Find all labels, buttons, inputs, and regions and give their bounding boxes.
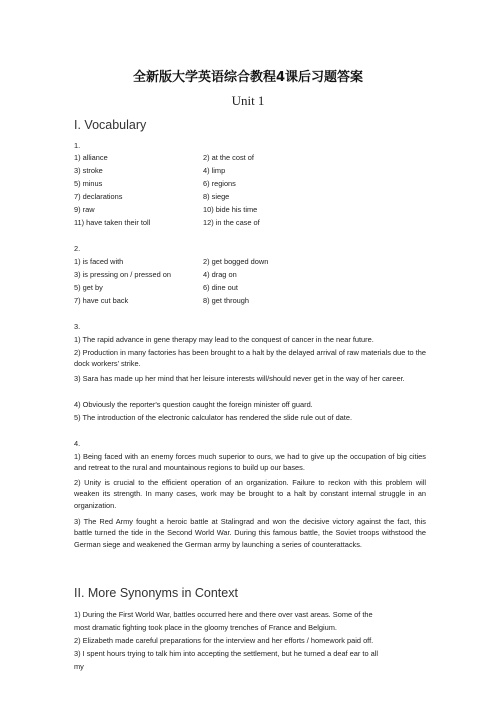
- answer-right: 4) drag on: [203, 270, 237, 279]
- translation-paragraph: 1) Being faced with an enemy forces much superior to ours, we had to give up the occupation of big cities and retreat to the rural and mountainous regions to build up our bases.: [74, 452, 426, 473]
- answer-right: 10) bide his time: [203, 205, 258, 214]
- answer-right: 4) limp: [203, 166, 226, 175]
- question-number: 2.: [74, 244, 81, 253]
- answer-right: 12) in the case of: [203, 218, 260, 227]
- answer-left: 1) alliance: [74, 153, 108, 162]
- section-heading-vocabulary: I. Vocabulary: [74, 118, 147, 132]
- answer-sentence: 2) Production in many factories has been brought to a halt by the delayed arrival of raw materials due to the dock workers’ strike.: [74, 348, 426, 369]
- translation-paragraph: 2) Unity is crucial to the efficient operation of an organization. Failure to reckon with this problem will weaken its strength. In many cases, work may be brought to a halt by constant internal struggle in an organization.: [74, 478, 426, 510]
- synonym-line: my: [74, 662, 84, 671]
- translation-paragraph: 3) The Red Army fought a heroic battle at Stalingrad and won the decisive victory against the fact, this battle turned the tide in the Second World War. During this famous battle, the Soviet troops withstood the German siege and weakened the German army by launching a series of counterattacks.: [74, 517, 426, 549]
- section-heading-synonyms: II. More Synonyms in Context: [74, 586, 238, 600]
- answer-right: 2) get bogged down: [203, 257, 269, 266]
- answer-sentence: 5) The introduction of the electronic calculator has rendered the slide rule out of date.: [74, 413, 353, 422]
- answer-left: 5) get by: [74, 283, 103, 292]
- answer-right: 2) at the cost of: [203, 153, 254, 162]
- answer-left: 7) declarations: [74, 192, 123, 201]
- question-number: 1.: [74, 141, 81, 150]
- synonym-line: most dramatic fighting took place in the gloomy trenches of France and Belgium.: [74, 623, 337, 632]
- document-title: 全新版大学英语综合教程4课后习题答案: [132, 70, 364, 85]
- answer-left: 3) stroke: [74, 166, 103, 175]
- answer-right: 8) siege: [203, 192, 230, 201]
- question-number: 4.: [74, 439, 81, 448]
- answer-sentence: 3) Sara has made up her mind that her leisure interests will/should never get in the way of her career.: [74, 374, 405, 383]
- answer-left: 7) have cut back: [74, 296, 129, 305]
- answer-right: 6) dine out: [203, 283, 238, 292]
- synonym-line: 2) Elizabeth made careful preparations for the interview and her efforts / homework paid off.: [74, 636, 374, 645]
- answer-sentence: 4) Obviously the reporter's question caught the foreign minister off guard.: [74, 400, 313, 409]
- unit-heading: Unit 1: [231, 93, 265, 108]
- answer-right: 8) get through: [203, 296, 250, 305]
- answer-left: 5) minus: [74, 179, 103, 188]
- answer-left: 3) is pressing on / pressed on: [74, 270, 171, 279]
- answer-left: 1) is faced with: [74, 257, 124, 266]
- answer-left: 9) raw: [74, 205, 95, 214]
- synonym-line: 3) I spent hours trying to talk him into accepting the settlement, but he turned a deaf ear to all: [74, 649, 379, 658]
- answer-right: 6) regions: [203, 179, 236, 188]
- answer-sentence: 1) The rapid advance in gene therapy may lead to the conquest of cancer in the near future.: [74, 335, 374, 344]
- synonym-line: 1) During the First World War, battles occurred here and there over vast areas. Some of the: [74, 610, 373, 619]
- question-number: 3.: [74, 322, 81, 331]
- answer-left: 11) have taken their toll: [74, 218, 151, 227]
